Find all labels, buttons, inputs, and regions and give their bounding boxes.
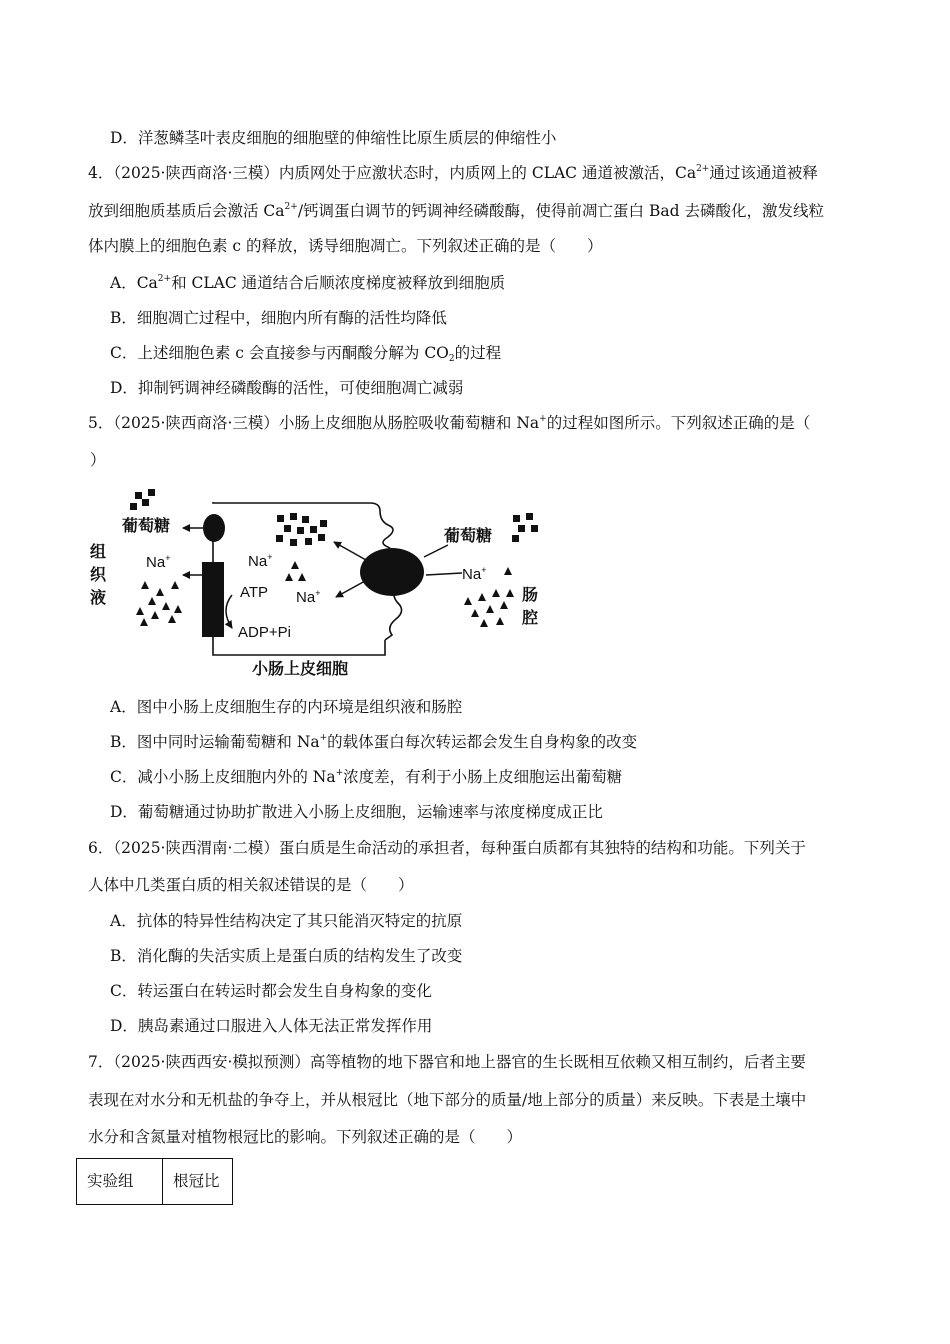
table-header-row bbox=[77, 1159, 233, 1205]
q5-option-b-text: 的载体蛋白每次转运都会发生自身构象的改变 bbox=[327, 733, 638, 751]
q4-stem-text: /钙调蛋白调节的钙调神经磷酸酶，使得前凋亡蛋白 Bad 去磷酸化，激发线粒 bbox=[297, 202, 824, 220]
q5-option-b bbox=[110, 732, 637, 752]
q6-stem-line-2: 人体中几类蛋白质的相关叙述错误的是（ ） bbox=[88, 876, 414, 894]
q4-stem-line-2 bbox=[88, 201, 824, 221]
q4-stem-line-3: 体内膜上的细胞色素 c 的释放，诱导细胞凋亡。下列叙述正确的是（ ） bbox=[88, 237, 603, 255]
superscript: + bbox=[335, 768, 344, 778]
glucose-molecules-lumen bbox=[512, 513, 538, 542]
q5-stem-line-2: ） bbox=[90, 451, 106, 469]
q7-stem-line-2: 表现在对水分和无机盐的争夺上，并从根冠比（地下部分的质量/地上部分的质量）来反映。下表是土壤中 bbox=[88, 1091, 807, 1109]
subscript: 2 bbox=[448, 354, 455, 364]
q4-option-c-text: C．上述细胞色素 c 会直接参与丙酮酸分解为 CO bbox=[110, 344, 449, 362]
label-lumen-2: 腔 bbox=[522, 608, 539, 627]
sodium-potassium-pump bbox=[202, 562, 224, 637]
label-atp: ATP bbox=[240, 584, 269, 601]
table-header-cell: 根冠比 bbox=[163, 1159, 233, 1205]
q5-stem-text: 5．（2025·陕西商洛·三模）小肠上皮细胞从肠腔吸收葡萄糖和 Na bbox=[88, 414, 540, 432]
superscript: + bbox=[319, 733, 328, 743]
diagram-svg bbox=[80, 485, 550, 680]
q5-stem-line-1 bbox=[88, 413, 810, 433]
q4-option-a bbox=[110, 273, 505, 293]
q4-stem-text: 放到细胞质基质后会激活 Ca bbox=[88, 202, 285, 220]
label-tissue-fluid-1: 组 bbox=[90, 542, 107, 561]
label-na-cell-top bbox=[248, 552, 272, 570]
q5-option-c bbox=[110, 767, 622, 787]
na-text: Na bbox=[146, 554, 166, 571]
q4-option-d: D．抑制钙调神经磷酸酶的活性，可使细胞凋亡减弱 bbox=[110, 379, 464, 397]
label-lumen-1: 肠 bbox=[522, 585, 539, 604]
glucose-molecules-cell bbox=[276, 513, 327, 546]
label-adp-pi: ADP+Pi bbox=[238, 624, 291, 641]
label-glucose-left: 葡萄糖 bbox=[122, 516, 171, 535]
superscript: 2+ bbox=[696, 164, 710, 174]
table-header-cell: 实验组 bbox=[77, 1159, 163, 1205]
q5-stem-text: 的过程如图所示。下列叙述正确的是（ bbox=[546, 414, 811, 432]
sodium-ions-cell bbox=[285, 561, 306, 581]
arrow-na-lumen bbox=[426, 573, 462, 575]
na-sup: + bbox=[165, 553, 171, 563]
q4-stem-text: 4．（2025·陕西商洛·三模）内质网处于应激状态时，内质网上的 CLAC 通道被激活，Ca bbox=[88, 164, 697, 182]
label-na-left bbox=[146, 553, 170, 571]
apical-cotransporter bbox=[360, 548, 424, 596]
na-sup: + bbox=[481, 565, 487, 575]
q4-stem-line-1 bbox=[88, 163, 818, 183]
na-sup: + bbox=[315, 588, 321, 598]
q6-option-d: D．胰岛素通过口服进入人体无法正常发挥作用 bbox=[110, 1017, 433, 1035]
q4-option-a-text: 和 CLAC 通道结合后顺浓度梯度被释放到细胞质 bbox=[171, 274, 506, 292]
q4-option-c bbox=[110, 343, 501, 363]
intestinal-cell-transport-diagram bbox=[80, 485, 550, 680]
superscript: + bbox=[539, 414, 547, 424]
q6-option-a: A．抗体的特异性结构决定了其只能消灭特定的抗原 bbox=[110, 912, 463, 930]
label-tissue-fluid-3: 液 bbox=[90, 588, 107, 607]
arrow-glucose-in bbox=[334, 542, 366, 560]
q7-data-table bbox=[76, 1158, 233, 1205]
superscript: 2+ bbox=[284, 202, 298, 212]
q7-stem-line-3: 水分和含氮量对植物根冠比的影响。下列叙述正确的是（ ） bbox=[88, 1128, 523, 1146]
sodium-ions-left bbox=[136, 581, 182, 626]
superscript: 2+ bbox=[157, 274, 172, 284]
q5-option-d: D．葡萄糖通过协助扩散进入小肠上皮细胞，运输速率与浓度梯度成正比 bbox=[110, 803, 603, 821]
q5-option-a: A．图中小肠上皮细胞生存的内环境是组织液和肠腔 bbox=[110, 698, 463, 716]
na-sup: + bbox=[267, 552, 273, 562]
q5-option-b-text: B．图中同时运输葡萄糖和 Na bbox=[110, 733, 320, 751]
q5-option-c-text: 浓度差，有利于小肠上皮细胞运出葡萄糖 bbox=[343, 768, 623, 786]
na-text: Na bbox=[296, 589, 316, 606]
q3-option-d: D．洋葱鳞茎叶表皮细胞的细胞壁的伸缩性比原生质层的伸缩性小 bbox=[110, 129, 557, 147]
q6-option-c: C．转运蛋白在转运时都会发生自身构象的变化 bbox=[110, 982, 432, 1000]
q5-option-c-text: C．减小小肠上皮细胞内外的 Na bbox=[110, 768, 336, 786]
arrow-atp-to-adp bbox=[226, 595, 232, 628]
glucose-molecules-left bbox=[130, 489, 155, 510]
label-tissue-fluid-2: 织 bbox=[90, 565, 107, 584]
q4-option-b: B．细胞凋亡过程中，细胞内所有酶的活性均降低 bbox=[110, 309, 447, 327]
q4-stem-text: 通过该通道被释 bbox=[709, 164, 818, 182]
q7-stem-line-1: 7．（2025·陕西西安·模拟预测）高等植物的地下器官和地上器官的生长既相互依赖又相互制约，后者主要 bbox=[88, 1053, 806, 1071]
q4-option-c-text: 的过程 bbox=[454, 344, 502, 362]
label-glucose-right: 葡萄糖 bbox=[444, 526, 493, 545]
arrow-glucose-lumen bbox=[424, 545, 448, 557]
label-na-lumen bbox=[462, 565, 486, 583]
cell-membrane-top bbox=[213, 502, 380, 511]
arrow-na-in bbox=[336, 581, 365, 597]
na-text: Na bbox=[248, 553, 268, 570]
label-na-cell-bottom bbox=[296, 588, 320, 606]
label-intestinal-epithelial-cell: 小肠上皮细胞 bbox=[252, 659, 349, 678]
q6-stem-line-1: 6．（2025·陕西渭南·二模）蛋白质是生命活动的承担者，每种蛋白质都有其独特的结构和功能。下列关于 bbox=[88, 839, 806, 857]
na-text: Na bbox=[462, 566, 482, 583]
q6-option-b: B．消化酶的失活实质上是蛋白质的结构发生了改变 bbox=[110, 947, 463, 965]
basal-glucose-transporter bbox=[203, 514, 225, 542]
q4-option-a-text: A．Ca bbox=[110, 274, 158, 292]
